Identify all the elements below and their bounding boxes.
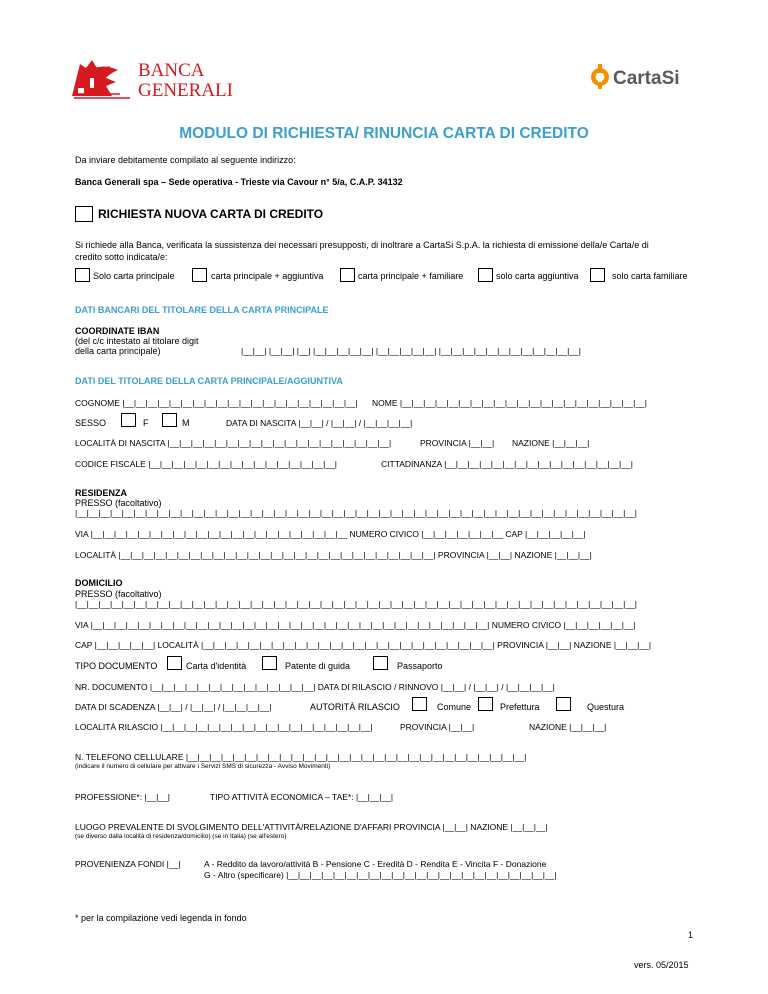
cartasi-logo-text: CartaSi — [613, 68, 680, 89]
nr-documento-field[interactable]: NR. DOCUMENTO |__|__|__|__|__|__|__|__|__|__|__|__|__|__| DATA DI RILASCIO / RINNOVO |__|__| / |__|__| / |__|__|__|__| — [75, 682, 555, 692]
cartasi-logo — [589, 64, 699, 92]
iban-field[interactable]: |__|__| |__|__| |__| |__|__|__|__|__| |__|__|__|__|__| |__|__|__|__|__|__|__|__|__|__|__|__| — [241, 346, 581, 356]
iban-note-2: della carta principale) — [75, 346, 161, 356]
autorita-comune-checkbox[interactable] — [412, 697, 427, 711]
autorita-questura-label: Questura — [587, 702, 625, 712]
intro-text: Da inviare debitamente compilato al seguente indirizzo: — [75, 155, 296, 165]
autorita-prefettura-label: Prefettura — [500, 702, 540, 712]
provincia-nascita-field[interactable]: PROVINCIA |__|__| — [420, 438, 495, 448]
nazione-rilascio-field[interactable]: NAZIONE |__|__|__| — [529, 722, 607, 732]
provenienza-altro-field[interactable]: G - Altro (specificare) |__|__|__|__|__|__|__|__|__|__|__|__|__|__|__|__|__|__|__|__|__|__|__| — [204, 870, 557, 880]
nome-field[interactable]: NOME |__|__|__|__|__|__|__|__|__|__|__|__|__|__|__|__|__|__|__|__|__| — [372, 398, 647, 408]
localita-rilascio-field[interactable]: LOCALITÀ RILASCIO |__|__|__|__|__|__|__|__|__|__|__|__|__|__|__|__|__|__| — [75, 722, 373, 732]
doc-carta-identita-checkbox[interactable] — [167, 656, 182, 670]
footer-note: * per la compilazione vedi legenda in fondo — [75, 913, 247, 923]
data-scadenza-field[interactable]: DATA DI SCADENZA |__|__| / |__|__| / |__|__|__|__| — [75, 702, 272, 712]
logo-text-generali: GENERALI — [138, 80, 233, 100]
domicilio-via-field[interactable]: VIA |__|__|__|__|__|__|__|__|__|__|__|__|__|__|__|__|__|__|__|__|__|__|__|__|__|__|__|__|__|__|__|__|__|__| NUMERO CIVICO |__|__|__|__|__|__| — [75, 620, 636, 630]
option-checkbox-principale-familiare[interactable] — [340, 268, 355, 282]
doc-passaporto-checkbox[interactable] — [373, 656, 388, 670]
provenienza-options-line1: A - Reddito da lavoro/attività B - Pensione C - Eredità D - Rendita E - Vincita F - Donazione — [204, 859, 547, 869]
codice-fiscale-field[interactable]: CODICE FISCALE |__|__|__|__|__|__|__|__|__|__|__|__|__|__|__|__| — [75, 459, 338, 469]
doc-passaporto-label: Passaporto — [397, 661, 443, 671]
option-checkbox-principale-aggiuntiva[interactable] — [192, 268, 207, 282]
option-checkbox-solo-aggiuntiva[interactable] — [478, 268, 493, 282]
tae-field[interactable]: TIPO ATTIVITÀ ECONOMICA – TAE*: |__|__|__| — [210, 792, 394, 802]
version-label: vers. 05/2015 — [634, 960, 689, 970]
request-new-card-checkbox[interactable] — [75, 206, 93, 222]
doc-patente-checkbox[interactable] — [262, 656, 277, 670]
option-label-solo-aggiuntiva: solo carta aggiuntiva — [496, 271, 579, 281]
residenza-localita-field[interactable]: LOCALITÀ |__|__|__|__|__|__|__|__|__|__|__|__|__|__|__|__|__|__|__|__|__|__|__|__|__|__|__| PROVINCIA |__|__| NAZIONE |__|__|__| — [75, 550, 592, 560]
request-text-line1: Si richiede alla Banca, verificata la sussistenza dei necessari presupposti, di inoltrare a CartaSi S.p.A. la richiesta di emissione della/e Carta/e di — [75, 240, 649, 250]
provenienza-fondi-field[interactable]: PROVENIENZA FONDI |__| — [75, 859, 181, 869]
autorita-questura-checkbox[interactable] — [556, 697, 571, 711]
request-text-line2: credito sotto indicata/e: — [75, 252, 168, 262]
page-title: MODULO DI RICHIESTA/ RINUNCIA CARTA DI CREDITO — [179, 125, 589, 142]
residenza-presso-field[interactable]: |__|__|__|__|__|__|__|__|__|__|__|__|__|__|__|__|__|__|__|__|__|__|__|__|__|__|__|__|__|__|__|__|__|__|__|__|__|__|__|__|__|__|__|__|__|__|__|__| — [75, 508, 638, 518]
autorita-prefettura-checkbox[interactable] — [478, 697, 493, 711]
domicilio-presso-field[interactable]: |__|__|__|__|__|__|__|__|__|__|__|__|__|__|__|__|__|__|__|__|__|__|__|__|__|__|__|__|__|__|__|__|__|__|__|__|__|__|__|__|__|__|__|__|__|__|__|__| — [75, 599, 638, 609]
request-section-title: RICHIESTA NUOVA CARTA DI CREDITO — [98, 207, 324, 221]
holder-data-heading: DATI DEL TITOLARE DELLA CARTA PRINCIPALE/AGGIUNTIVA — [75, 376, 343, 386]
sesso-m-checkbox[interactable] — [162, 413, 177, 427]
lion-icon — [70, 58, 235, 100]
mailing-address: Banca Generali spa – Sede operativa - Trieste via Cavour n° 5/a, C.A.P. 34132 — [75, 177, 403, 187]
option-checkbox-solo-familiare[interactable] — [590, 268, 605, 282]
cittadinanza-field[interactable]: CITTADINANZA |__|__|__|__|__|__|__|__|__|__|__|__|__|__|__|__| — [381, 459, 633, 469]
professione-field[interactable]: PROFESSIONE*: |__|__| — [75, 792, 170, 802]
option-label-solo-familiare: solo carta familiare — [612, 271, 688, 281]
cartasi-icon — [591, 64, 609, 90]
sesso-f-checkbox[interactable] — [121, 413, 136, 427]
banca-generali-logo — [70, 58, 235, 102]
domicilio-presso-label: PRESSO (facoltativo) — [75, 589, 162, 599]
logo-text-banca: BANCA — [138, 60, 205, 81]
provincia-rilascio-field[interactable]: PROVINCIA |__|__| — [400, 722, 475, 732]
luogo-attivita-note: (se diverso dalla località di residenza/domicilio) (se in Italia) (se all'estero) — [75, 833, 287, 840]
residenza-presso-label: PRESSO (facoltativo) — [75, 498, 162, 508]
option-label-principale-familiare: carta principale + familiare — [358, 271, 464, 281]
residenza-via-field[interactable]: VIA |__|__|__|__|__|__|__|__|__|__|__|__|__|__|__|__|__|__|__|__|__|__ NUMERO CIVICO |__|__|__|__|__|__|__ CAP |__|__|__|__|__| — [75, 529, 586, 539]
data-nascita-field[interactable]: DATA DI NASCITA |__|__| / |__|__| / |__|__|__|__| — [226, 418, 413, 428]
doc-patente-label: Patente di guida — [285, 661, 351, 671]
sesso-label: SESSO — [75, 418, 107, 428]
domicilio-heading: DOMICILIO — [75, 578, 123, 588]
iban-label: COORDINATE IBAN — [75, 326, 160, 336]
autorita-rilascio-label: AUTORITÀ RILASCIO — [310, 702, 400, 712]
tipo-documento-label: TIPO DOCUMENTO — [75, 661, 158, 671]
iban-note-1: (del c/c intestato al titolare digit — [75, 336, 199, 346]
sesso-m-label: M — [182, 418, 190, 428]
option-label-principale-aggiuntiva: carta principale + aggiuntiva — [211, 271, 324, 281]
nazione-nascita-field[interactable]: NAZIONE |__|__|__| — [512, 438, 590, 448]
telefono-cellulare-field[interactable]: N. TELEFONO CELLULARE |__|__|__|__|__|__|__|__|__|__|__|__|__|__|__|__|__|__|__|__|__|__|__|__|__|__|__|__|__| — [75, 752, 527, 762]
domicilio-cap-localita-field[interactable]: CAP |__|__|__|__|__| LOCALITÀ |__|__|__|__|__|__|__|__|__|__|__|__|__|__|__|__|__|__|__|__|__|__|__|__|__| PROVINCIA |__|__| NAZIONE |__|__|__| — [75, 640, 652, 650]
residenza-heading: RESIDENZA — [75, 488, 128, 498]
page-number: 1 — [688, 930, 694, 940]
bank-data-heading: DATI BANCARI DEL TITOLARE DELLA CARTA PRINCIPALE — [75, 305, 329, 315]
doc-carta-identita-label: Carta d'identità — [186, 661, 247, 671]
telefono-note: (indicare il numero di cellulare per attivare i Servizi SMS di sicurezza - Avviso Movimenti) — [75, 763, 331, 770]
autorita-comune-label: Comune — [437, 702, 472, 712]
sesso-f-label: F — [143, 418, 149, 428]
option-label-solo-principale: Solo carta principale — [93, 271, 175, 281]
luogo-attivita-field[interactable]: LUOGO PREVALENTE DI SVOLGIMENTO DELL'ATTIVITÀ/RELAZIONE D'AFFARI PROVINCIA |__|__| NAZIONE |__|__|__| — [75, 822, 548, 832]
option-checkbox-solo-principale[interactable] — [75, 268, 90, 282]
cognome-field[interactable]: COGNOME |__|__|__|__|__|__|__|__|__|__|__|__|__|__|__|__|__|__|__|__| — [75, 398, 358, 408]
localita-nascita-field[interactable]: LOCALITÀ DI NASCITA |__|__|__|__|__|__|__|__|__|__|__|__|__|__|__|__|__|__|__| — [75, 438, 392, 448]
